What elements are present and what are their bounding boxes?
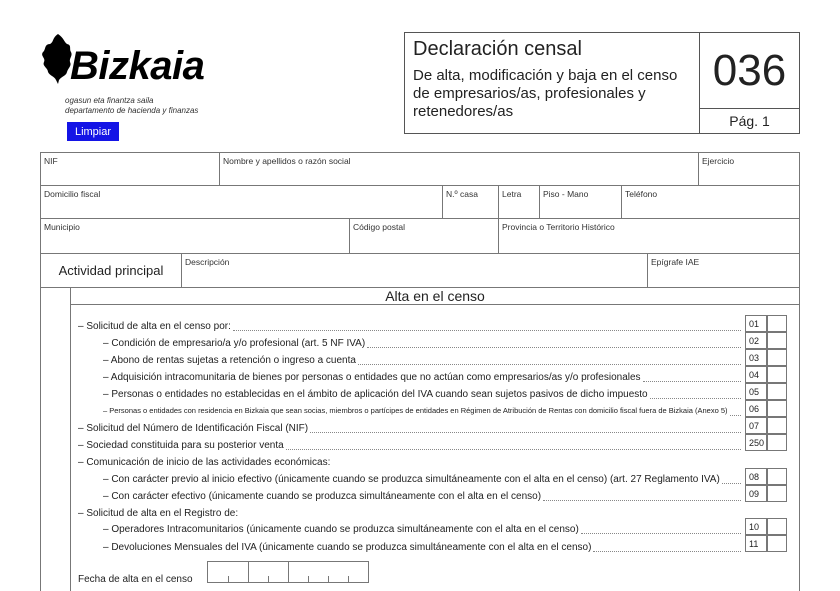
alta-item — [103, 524, 741, 537]
page-number: Pág. 1 — [729, 113, 770, 129]
fecha-label: Fecha de alta en el censo — [78, 574, 193, 585]
alta-item — [103, 372, 741, 385]
alta-item-text: – Con carácter previo al inicio efectivo (únicamente cuando se produzca simultáneamente con el alta en el censo) (art. 27 Reglamento IVA) — [103, 474, 720, 485]
form-title: Declaración censal — [413, 38, 582, 60]
dot-leader — [233, 330, 741, 331]
alta-item-checkbox[interactable] — [767, 468, 787, 485]
fecha-separator — [248, 562, 249, 583]
ejercicio-label: Ejercicio — [702, 156, 735, 166]
alta-item-code: 01 — [745, 315, 767, 332]
alta-item-code: 05 — [745, 383, 767, 400]
ejercicio-field[interactable] — [698, 152, 800, 186]
logo-subtitle-eu: ogasun eta finantza saila — [65, 96, 154, 105]
alta-item-text: – Con carácter efectivo (únicamente cuando se produzca simultáneamente con el alta en el censo) — [103, 491, 542, 502]
provincia-field[interactable] — [498, 218, 800, 254]
alta-item — [103, 491, 741, 504]
limpiar-button[interactable]: Limpiar — [67, 122, 119, 141]
alta-item-code: 06 — [745, 400, 767, 417]
alta-item-text: – Comunicación de inicio de las actividades económicas: — [78, 457, 331, 468]
dot-leader — [643, 381, 741, 382]
ncasa-field[interactable] — [442, 185, 499, 219]
alta-item-text: – Abono de rentas sujetas a retención o ingreso a cuenta — [103, 355, 356, 366]
alta-item-text: – Personas o entidades con residencia en Bizkaia que sean socias, miembros o partícipes de entidades en Régimen de Atribución de Rentas con domicilio fiscal fuera de Bizkaia (Anexo 5) — [103, 406, 728, 415]
alta-item — [103, 338, 741, 351]
alta-item-checkbox[interactable] — [767, 400, 787, 417]
alta-item-code: 09 — [745, 485, 767, 502]
municipio-label: Municipio — [44, 222, 80, 232]
alta-item-code: 07 — [745, 417, 767, 434]
alta-item-checkbox[interactable] — [767, 332, 787, 349]
title-text-area — [405, 33, 700, 133]
alta-item — [103, 406, 741, 419]
letra-label: Letra — [502, 189, 522, 199]
piso-field[interactable] — [539, 185, 622, 219]
dot-leader — [593, 551, 741, 552]
municipio-field[interactable] — [40, 218, 350, 254]
oak-leaf-icon — [40, 32, 74, 84]
fecha-tick — [228, 576, 229, 582]
alta-item — [78, 457, 741, 470]
alta-item-code: 04 — [745, 366, 767, 383]
alta-item-text: – Personas o entidades no establecidas en el ámbito de aplicación del IVA cuando sean sujetos pasivos de dicho impuesto — [103, 389, 648, 400]
actividad-label: Actividad principal — [58, 263, 164, 278]
logo-subtitle-es: departamento de hacienda y finanzas — [65, 106, 199, 115]
letra-field[interactable] — [498, 185, 540, 219]
alta-item-code: 08 — [745, 468, 767, 485]
dot-leader — [358, 364, 741, 365]
alta-item-text: – Solicitud de alta en el Registro de: — [78, 508, 239, 519]
actividad-label-cell — [40, 253, 182, 288]
ncasa-label: N.º casa — [446, 189, 478, 199]
descripcion-label: Descripción — [185, 257, 230, 267]
domicilio-field[interactable] — [40, 185, 443, 219]
nif-label: NIF — [44, 156, 58, 166]
dot-leader — [367, 347, 741, 348]
cp-label: Código postal — [353, 222, 405, 232]
dot-leader — [543, 500, 741, 501]
nif-field[interactable] — [40, 152, 220, 186]
fecha-input[interactable] — [207, 561, 369, 583]
alta-item-checkbox[interactable] — [767, 417, 787, 434]
form-title-box — [404, 32, 800, 134]
epigrafe-label: Epígrafe IAE — [651, 257, 700, 267]
alta-item-text: – Adquisición intracomunitaria de bienes por personas o entidades que no actúan como empresarios/as y/o profesionales — [103, 372, 641, 383]
alta-item — [78, 508, 741, 521]
alta-item-code: 250 — [745, 434, 767, 451]
fecha-separator — [288, 562, 289, 583]
alta-item — [78, 440, 741, 453]
dot-leader — [650, 398, 741, 399]
dot-leader — [730, 415, 741, 416]
alta-item-code: 11 — [745, 535, 767, 552]
logo-wordmark: Bizkaia — [70, 44, 205, 88]
nombre-label: Nombre y apellidos o razón social — [223, 156, 351, 166]
alta-item-text: – Sociedad constituida para su posterior venta — [78, 440, 284, 451]
fecha-tick — [308, 576, 309, 582]
alta-item-checkbox[interactable] — [767, 535, 787, 552]
fecha-tick — [328, 576, 329, 582]
provincia-label: Provincia o Territorio Histórico — [502, 222, 615, 232]
alta-item-code: 02 — [745, 332, 767, 349]
alta-item-code: 03 — [745, 349, 767, 366]
cp-field[interactable] — [349, 218, 499, 254]
piso-label: Piso - Mano — [543, 189, 589, 199]
alta-item — [103, 389, 741, 402]
dot-leader — [581, 533, 741, 534]
alta-item-checkbox[interactable] — [767, 383, 787, 400]
alta-divider — [70, 287, 71, 591]
bizkaia-logo — [40, 32, 240, 122]
alta-item — [103, 542, 741, 555]
dot-leader — [722, 483, 741, 484]
alta-item — [103, 355, 741, 368]
domicilio-label: Domicilio fiscal — [44, 189, 101, 199]
epigrafe-field[interactable] — [647, 253, 800, 288]
alta-item-checkbox[interactable] — [767, 485, 787, 502]
alta-item-checkbox[interactable] — [767, 349, 787, 366]
nombre-field[interactable] — [219, 152, 699, 186]
telefono-label: Teléfono — [625, 189, 658, 199]
alta-item-text: – Solicitud del Número de Identificación Fiscal (NIF) — [78, 423, 309, 434]
alta-item-text: – Devoluciones Mensuales del IVA (únicamente cuando se produzca simultáneamente con el alta en el censo) — [103, 542, 592, 553]
alta-item — [78, 321, 741, 334]
fecha-tick — [268, 576, 269, 582]
alta-header: Alta en el censo — [70, 287, 800, 305]
alta-item-text: – Operadores Intracomunitarios (únicamente cuando se produzca simultáneamente con el alta en el censo) — [103, 524, 579, 535]
alta-item-code: 10 — [745, 518, 767, 535]
alta-item-checkbox[interactable] — [767, 518, 787, 535]
alta-item — [103, 474, 741, 487]
descripcion-field[interactable] — [181, 253, 648, 288]
alta-item-checkbox[interactable] — [767, 434, 787, 451]
dot-leader — [310, 432, 741, 433]
dot-leader — [286, 449, 741, 450]
telefono-field[interactable] — [621, 185, 800, 219]
alta-item-checkbox[interactable] — [767, 366, 787, 383]
alta-item-text: – Solicitud de alta en el censo por: — [78, 321, 231, 332]
alta-item-checkbox[interactable] — [767, 315, 787, 332]
form-number: 036 — [700, 33, 799, 109]
alta-item — [78, 423, 741, 436]
alta-item-text: – Condición de empresario/a y/o profesional (art. 5 NF IVA) — [103, 338, 366, 349]
fecha-tick — [348, 576, 349, 582]
form-subtitle: De alta, modificación y baja en el censo de empresarios/as, profesionales y retenedores/as — [413, 67, 678, 120]
